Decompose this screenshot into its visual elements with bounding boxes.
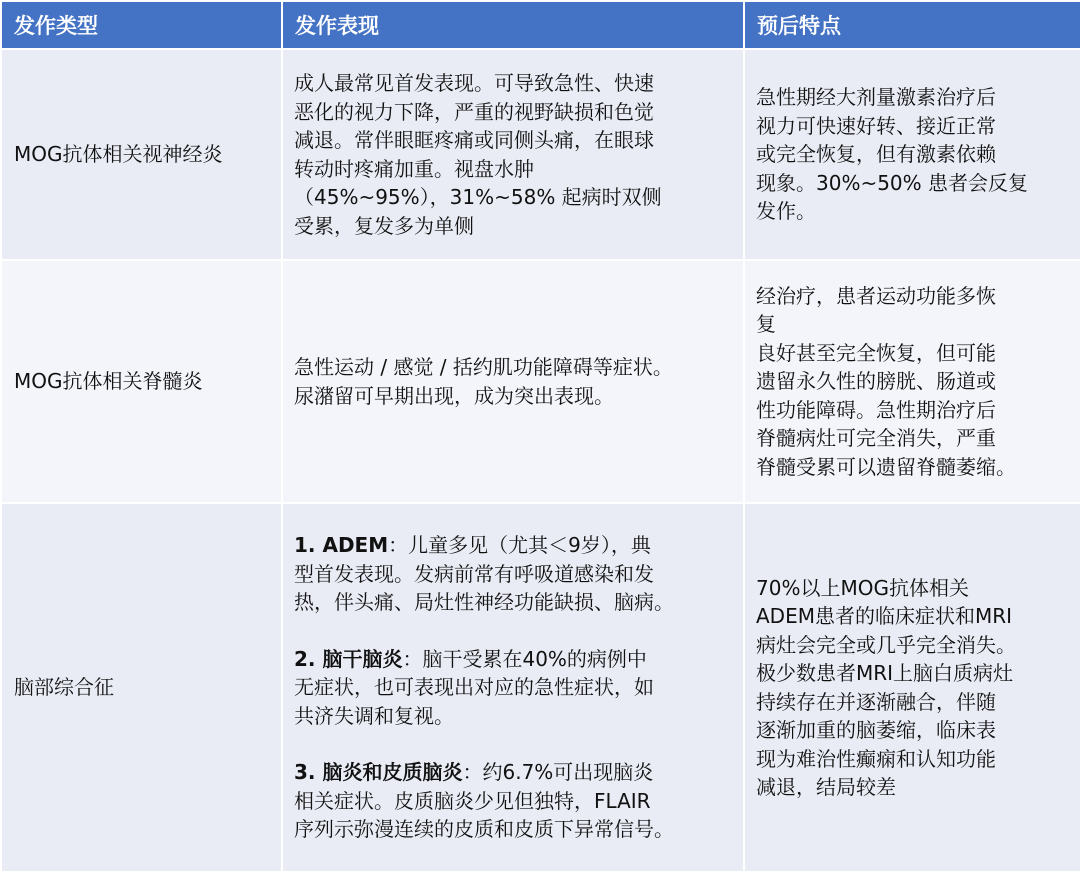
text-line: 逐渐加重的脑萎缩，临床表 xyxy=(756,718,996,742)
text-line: 复 xyxy=(756,312,776,337)
section-encephalitis xyxy=(294,758,732,844)
row-manifestation xyxy=(282,49,744,260)
text-line: 脊髓病灶可完全消失，严重 xyxy=(756,426,996,451)
row-prognosis xyxy=(744,260,1080,503)
text-line: 共济失调和复视。 xyxy=(294,703,454,728)
text-line: 70%以上MOG抗体相关 xyxy=(756,575,969,600)
header-type: 发作类型 xyxy=(1,1,282,49)
text-line: 遗留永久性的膀胱、肠道或 xyxy=(756,369,996,394)
text-line: 经治疗，患者运动功能多恢 xyxy=(756,283,996,308)
text-line: 视力可快速好转、接近正常 xyxy=(756,113,996,138)
text-line: 尿潴留可早期出现，成为突出表现。 xyxy=(294,383,614,408)
row-type: MOG抗体相关视神经炎 xyxy=(1,49,282,260)
header-manifestation: 发作表现 xyxy=(282,1,744,49)
row-type: MOG抗体相关脊髓炎 xyxy=(1,260,282,503)
text-line: 急性运动 / 感觉 / 括约肌功能障碍等症状。 xyxy=(294,355,673,379)
text-line: 急性期经大剂量激素治疗后 xyxy=(756,85,996,110)
row-manifestation xyxy=(282,503,744,872)
table-row xyxy=(1,49,1080,260)
section-brainstem xyxy=(294,645,732,731)
text-line: 转动时疼痛加重。视盘水肿 xyxy=(294,156,534,181)
text-line: 受累，复发多为单侧 xyxy=(294,213,474,238)
text-line: ：脑干受累在40%的病例中 xyxy=(402,646,647,671)
text-line: 持续存在并逐渐融合，伴随 xyxy=(756,689,996,714)
section-title: 3. 脑炎和皮质脑炎 xyxy=(294,760,463,785)
text-line: 良好甚至完全恢复，但可能 xyxy=(756,340,996,365)
text-line: ：约6.7%可出现脑炎 xyxy=(462,760,654,785)
text-line: 热，伴头痛、局灶性神经功能缺损、脑病。 xyxy=(294,590,674,615)
text-line: 恶化的视力下降，严重的视野缺损和色觉 xyxy=(294,99,654,124)
table-header-row xyxy=(1,1,1080,49)
text-line: 成人最常见首发表现。可导致急性、快速 xyxy=(294,71,654,95)
text-line: 相关症状。皮质脑炎少见但独特，FLAIR xyxy=(294,788,651,813)
text-line: 极少数患者MRI上脑白质病灶 xyxy=(756,661,1014,685)
text-line: （45%~95%），31%~58% 起病时双侧 xyxy=(294,185,662,209)
table-row xyxy=(1,260,1080,503)
text-line: 发作。 xyxy=(756,199,816,224)
text-line: ADEM患者的临床症状和MRI xyxy=(756,604,1013,628)
section-adem xyxy=(294,531,732,617)
text-line: 现为难治性癫痫和认知功能 xyxy=(756,746,996,771)
header-prognosis: 预后特点 xyxy=(744,1,1080,49)
text-line: ：儿童多见（尤其＜9岁），典 xyxy=(388,533,651,558)
row-manifestation xyxy=(282,260,744,503)
text-line: 序列示弥漫连续的皮质和皮质下异常信号。 xyxy=(294,817,674,842)
text-line: 无症状，也可表现出对应的急性症状，如 xyxy=(294,675,654,700)
row-prognosis xyxy=(744,49,1080,260)
text-line: 现象。30%~50% 患者会反复 xyxy=(756,170,1029,195)
text-line: 脊髓受累可以遗留脊髓萎缩。 xyxy=(756,454,1016,479)
row-type: 脑部综合征 xyxy=(1,503,282,872)
text-line: 型首发表现。发病前常有呼吸道感染和发 xyxy=(294,561,654,586)
table-row xyxy=(1,503,1080,872)
section-title: 1. ADEM xyxy=(294,533,389,558)
section-title: 2. 脑干脑炎 xyxy=(294,646,403,671)
text-line: 减退，结局较差 xyxy=(756,775,896,799)
text-line: 性功能障碍。急性期治疗后 xyxy=(756,397,996,422)
text-line: 病灶会完全或几乎完全消失。 xyxy=(756,632,1016,657)
text-line: 减退。常伴眼眶疼痛或同侧头痛，在眼球 xyxy=(294,128,654,152)
text-line: 或完全恢复，但有激素依赖 xyxy=(756,142,996,167)
row-prognosis xyxy=(744,503,1080,872)
